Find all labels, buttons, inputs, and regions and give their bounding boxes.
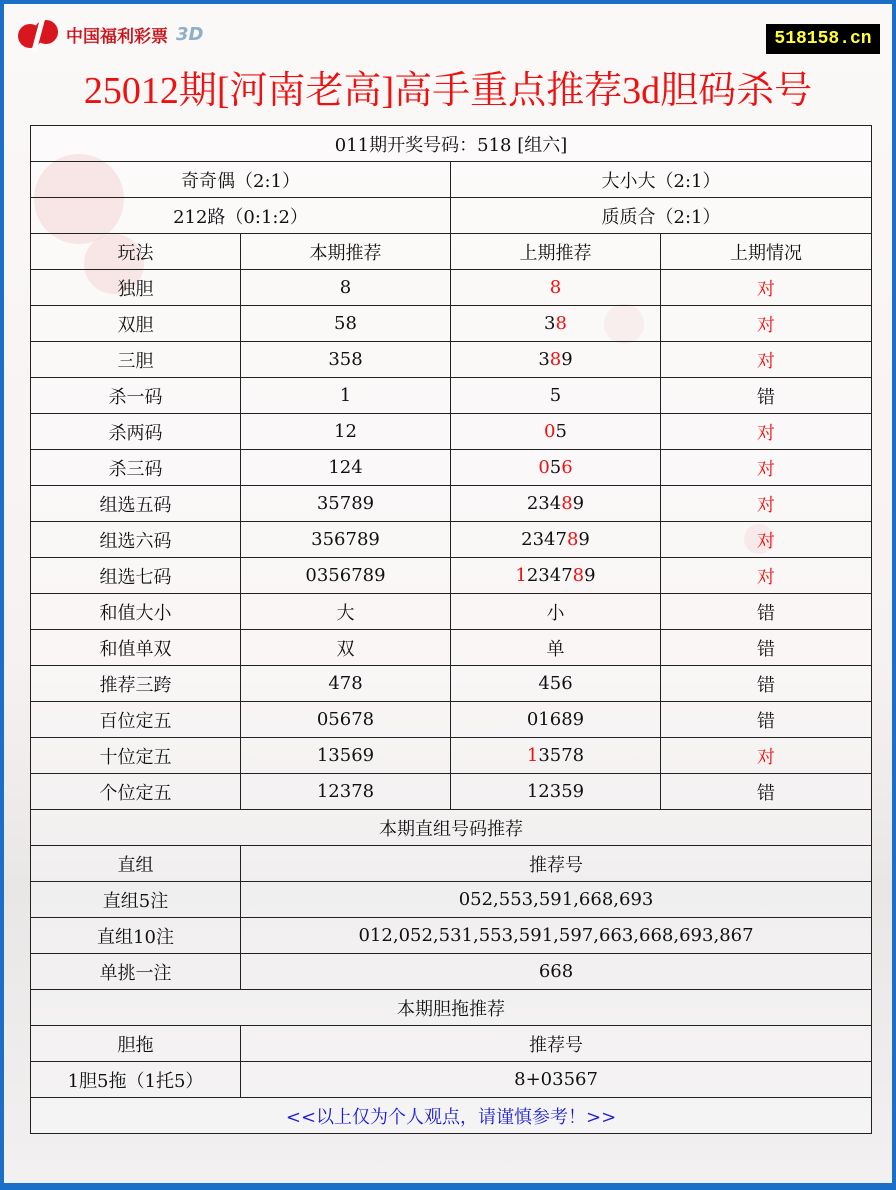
play-type: 组选七码 [31, 558, 241, 594]
digits: 3 [544, 313, 556, 334]
play-type: 百位定五 [31, 702, 241, 738]
previous-result: 对 [661, 450, 872, 486]
previous-result: 对 [661, 270, 872, 306]
previous-recommendation [451, 450, 661, 486]
digits: 5 [555, 421, 567, 442]
digits: 2347 [521, 529, 567, 550]
current-recommendation: 124 [241, 450, 451, 486]
table-row [31, 774, 872, 810]
digits: 234 [526, 493, 562, 514]
play-type: 十位定五 [31, 738, 241, 774]
digits: 单 [546, 638, 565, 660]
previous-recommendation [451, 270, 661, 306]
lottery-logo [16, 16, 203, 52]
table-row [31, 414, 872, 450]
logo-3d: 3D [176, 23, 204, 45]
pattern-row [31, 198, 872, 234]
table-row [31, 450, 872, 486]
digits: 01689 [526, 709, 585, 730]
previous-recommendation [451, 558, 661, 594]
previous-result: 错 [661, 702, 872, 738]
column-header: 本期推荐 [241, 234, 451, 270]
digits: 2347 [526, 565, 573, 586]
welfare-lottery-logo-icon [16, 16, 60, 52]
hit-digits: 8 [549, 277, 562, 298]
logo-text: 中国福利彩票 [66, 26, 168, 47]
current-recommendation: 356789 [241, 522, 451, 558]
play-type: 杀一码 [31, 378, 241, 414]
table-row [31, 270, 872, 306]
table-row [31, 1062, 872, 1098]
table-row [31, 558, 872, 594]
play-type: 三胆 [31, 342, 241, 378]
previous-recommendation [451, 378, 661, 414]
table-row [31, 594, 872, 630]
site-badge[interactable]: 518158.cn [766, 24, 880, 54]
page-title: 25012期[河南老高]高手重点推荐3d胆码杀号 [83, 70, 813, 112]
previous-recommendation [451, 702, 661, 738]
odd-even-pattern: 奇奇偶（2:1） [31, 162, 451, 198]
play-type: 推荐三跨 [31, 666, 241, 702]
previous-result: 对 [661, 414, 872, 450]
column-header: 上期推荐 [451, 234, 661, 270]
previous-result: 对 [661, 738, 872, 774]
previous-result: 对 [661, 486, 872, 522]
previous-result: 错 [661, 594, 872, 630]
digits: 5 [549, 457, 562, 478]
section-heading: 本期直组号码推荐 [31, 810, 872, 846]
previous-result: 错 [661, 666, 872, 702]
play-type: 个位定五 [31, 774, 241, 810]
play-type: 双胆 [31, 306, 241, 342]
current-recommendation: 58 [241, 306, 451, 342]
previous-recommendation [451, 306, 661, 342]
previous-recommendation [451, 486, 661, 522]
table-row [31, 702, 872, 738]
previous-recommendation [451, 414, 661, 450]
table-row [31, 630, 872, 666]
previous-recommendation [451, 522, 661, 558]
hit-digits: 8 [572, 565, 585, 586]
previous-result: 错 [661, 630, 872, 666]
digits: 9 [572, 493, 585, 514]
play-type: 和值大小 [31, 594, 241, 630]
column-header: 推荐号 [241, 1026, 872, 1062]
table-row [31, 522, 872, 558]
current-recommendation: 05678 [241, 702, 451, 738]
pattern-row [31, 162, 872, 198]
section-heading: 本期胆拖推荐 [31, 990, 872, 1026]
table-row [31, 738, 872, 774]
disclaimer: <<以上仅为个人观点，请谨慎参考！>> [31, 1098, 872, 1134]
current-recommendation: 478 [241, 666, 451, 702]
section-header-row [31, 1026, 872, 1062]
current-recommendation: 大 [241, 594, 451, 630]
column-header: 直组 [31, 846, 241, 882]
recommended-numbers: 8+03567 [241, 1062, 872, 1098]
hit-digits: 8 [549, 349, 562, 370]
previous-result: 错 [661, 378, 872, 414]
road-pattern: 212路（0:1:2） [31, 198, 451, 234]
previous-recommendation [451, 630, 661, 666]
column-header-row [31, 234, 872, 270]
digits: 3578 [538, 745, 585, 766]
current-recommendation: 1 [241, 378, 451, 414]
play-type: 杀三码 [31, 450, 241, 486]
hit-digits: 8 [561, 493, 573, 514]
recommended-numbers: 012,052,531,553,591,597,663,668,693,867 [241, 918, 872, 954]
play-type: 杀两码 [31, 414, 241, 450]
digits: 9 [561, 349, 573, 370]
digits: 456 [538, 673, 573, 694]
previous-result: 错 [661, 774, 872, 810]
draw-result: 011期开奖号码：518 [组六] [31, 126, 872, 162]
table-row [31, 486, 872, 522]
previous-recommendation [451, 738, 661, 774]
hit-digits: 0 [538, 457, 550, 478]
digits: 9 [584, 565, 596, 586]
hit-digits: 1 [515, 565, 527, 586]
section-header-row [31, 846, 872, 882]
digits: 5 [549, 385, 562, 406]
table-row [31, 378, 872, 414]
table-row [31, 306, 872, 342]
previous-recommendation [451, 666, 661, 702]
table-row [31, 666, 872, 702]
bet-type: 直组10注 [31, 918, 241, 954]
bet-type: 直组5注 [31, 882, 241, 918]
recommended-numbers: 668 [241, 954, 872, 990]
prime-pattern: 质质合（2:1） [451, 198, 872, 234]
current-recommendation: 12 [241, 414, 451, 450]
play-type: 和值单双 [31, 630, 241, 666]
section-heading-row [31, 810, 872, 846]
play-type: 独胆 [31, 270, 241, 306]
draw-row [31, 126, 872, 162]
current-recommendation: 0356789 [241, 558, 451, 594]
column-header: 上期情况 [661, 234, 872, 270]
bet-type: 单挑一注 [31, 954, 241, 990]
footer-row [31, 1098, 872, 1134]
recommended-numbers: 052,553,591,668,693 [241, 882, 872, 918]
previous-recommendation [451, 342, 661, 378]
previous-result: 对 [661, 306, 872, 342]
previous-result: 对 [661, 558, 872, 594]
previous-recommendation [451, 774, 661, 810]
column-header: 胆拖 [31, 1026, 241, 1062]
big-small-pattern: 大小大（2:1） [451, 162, 872, 198]
previous-result: 对 [661, 522, 872, 558]
current-recommendation: 13569 [241, 738, 451, 774]
hit-digits: 6 [561, 457, 573, 478]
previous-result: 对 [661, 342, 872, 378]
column-header: 推荐号 [241, 846, 872, 882]
digits: 小 [546, 602, 565, 624]
current-recommendation: 双 [241, 630, 451, 666]
digits: 12359 [526, 781, 585, 802]
current-recommendation: 358 [241, 342, 451, 378]
table-row [31, 342, 872, 378]
previous-recommendation [451, 594, 661, 630]
hit-digits: 1 [526, 745, 539, 766]
digits: 3 [538, 349, 550, 370]
hit-digits: 0 [544, 421, 556, 442]
hit-digits: 8 [555, 313, 567, 334]
table-row [31, 918, 872, 954]
play-type: 组选五码 [31, 486, 241, 522]
recommendation-table [30, 125, 872, 1134]
table-row [31, 954, 872, 990]
hit-digits: 8 [566, 529, 579, 550]
current-recommendation: 35789 [241, 486, 451, 522]
current-recommendation: 8 [241, 270, 451, 306]
table-row [31, 882, 872, 918]
section-heading-row [31, 990, 872, 1026]
digits: 9 [578, 529, 590, 550]
current-recommendation: 12378 [241, 774, 451, 810]
play-type: 组选六码 [31, 522, 241, 558]
bet-type: 1胆5拖（1托5） [31, 1062, 241, 1098]
column-header: 玩法 [31, 234, 241, 270]
